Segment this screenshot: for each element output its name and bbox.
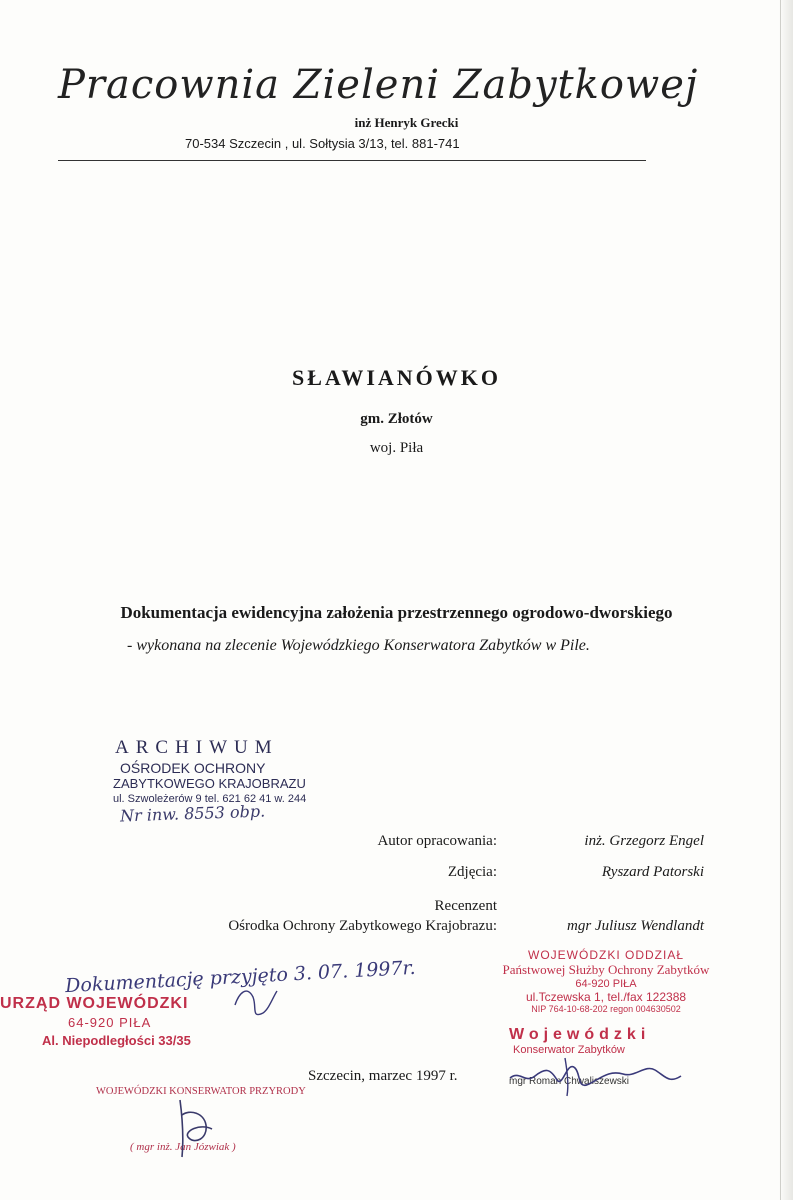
letterhead-address: 70-534 Szczecin , ul. Sołtysia 3/13, tel. 881-741 (185, 136, 460, 151)
archive-stamp (115, 737, 355, 805)
signature-urzad (225, 975, 285, 1025)
archive-stamp-line2: OŚRODEK OCHRONY (120, 760, 266, 776)
reviewer-name: mgr Juliusz Wendlandt (567, 918, 704, 934)
archive-stamp-line1: ARCHIWUM (115, 737, 279, 758)
archive-stamp-line3: ZABYTKOWEGO KRAJOBRAZU (113, 776, 306, 791)
page-edge-shadow (779, 0, 793, 1200)
stamp-konserwator-przyrody-name: ( mgr inż. Jan Józwiak ) (130, 1141, 236, 1153)
stamp-oddzial-line1: WOJEWÓDZKI ODDZIAŁ (528, 948, 684, 962)
letterhead-studio-name: Pracownia Zieleni Zabytkowej (58, 62, 699, 108)
stamp-konserwator-przyrody: WOJEWÓDZKI KONSERWATOR PRZYRODY (96, 1086, 306, 1097)
stamp-urzad-line2: 64-920 PIŁA (68, 1015, 152, 1030)
stamp-oddzial-line2: Państwowej Służby Ochrony Zabytków (502, 962, 710, 977)
stamp-urzad-line3: Al. Niepodległości 33/35 (42, 1033, 191, 1048)
stamp-konserwator-name: mgr Roman Chwaliszewski (509, 1076, 630, 1087)
stamp-urzad-line1: URZĄD WOJEWÓDZKI (0, 995, 189, 1012)
document-title-place: SŁAWIANÓWKO (291, 365, 502, 390)
commission-text: wykonana na zlecenie Wojewódzkiego Konserwatora Zabytków w Pile. (136, 637, 590, 654)
commission-dash: - (127, 637, 137, 654)
handwritten-inventory-number: Nr inw. 8553 obp. (119, 801, 266, 826)
stamp-wojewodzki-oddzial (500, 948, 712, 1014)
signature-konserwator-przyrody (160, 1095, 240, 1165)
author-label: Autor opracowania: (377, 833, 497, 849)
letterhead-engineer: inż Henryk Grecki (354, 115, 459, 130)
stamp-oddzial-line4: ul.Tczewska 1, tel./fax 122388 (525, 990, 687, 1004)
photos-author: Ryszard Patorski (601, 864, 704, 880)
letterhead-divider (58, 160, 646, 161)
signature-konserwator-zabytkow (505, 1050, 695, 1100)
stamp-konserwator-line2: Konserwator Zabytków (513, 1044, 625, 1056)
document-title-voivodeship: woj. Piła (369, 440, 424, 456)
photos-label: Zdjęcia: (447, 864, 497, 880)
document-description: Dokumentacja ewidencyjna założenia przestrzennego ogrodowo-dworskiego (120, 603, 673, 622)
stamp-konserwator-line1: Wojewódzki (509, 1026, 651, 1043)
stamp-urzad-wojewodzki (0, 995, 240, 1048)
archive-stamp-line4: ul. Szwoleżerów 9 tel. 621 62 41 w. 244 (113, 793, 307, 805)
document-title-commune: gm. Złotów (360, 411, 433, 427)
author-name: inż. Grzegorz Engel (584, 833, 704, 849)
handwritten-acceptance-note: Dokumentację przyjęto 3. 07. 1997r. (64, 956, 417, 998)
stamp-oddzial-line3: 64-920 PIŁA (575, 978, 637, 990)
document-commission (127, 637, 590, 655)
reviewer-label-line2: Ośrodka Ochrony Zabytkowego Krajobrazu: (228, 918, 497, 934)
stamp-oddzial-line5: NIP 764-10-68-202 regon 004630502 (531, 1004, 681, 1014)
reviewer-label-line1: Recenzent (434, 898, 497, 914)
place-and-date: Szczecin, marzec 1997 r. (308, 1068, 458, 1084)
page-edge-line (780, 0, 781, 1200)
